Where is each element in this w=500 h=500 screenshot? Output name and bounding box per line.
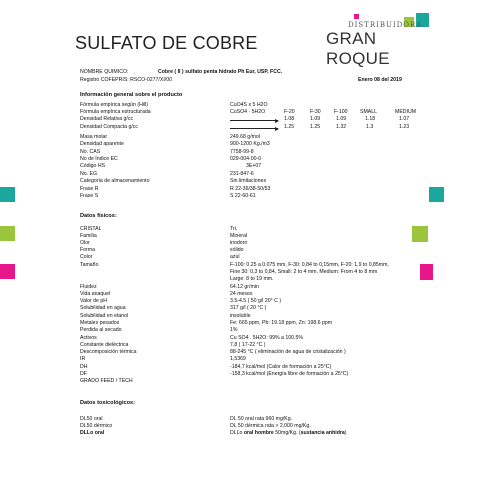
compacta-f30: 1.25 <box>310 124 321 130</box>
fisicos-row-value: inodoro <box>230 240 248 246</box>
relativa-f20: 1.08 <box>284 116 295 122</box>
fisicos-row-label: Tamaño <box>80 262 99 268</box>
fisicos-row-value: 3.5-4.5 ( 50 g/l 20° C ) <box>230 298 282 304</box>
general-value: 900-1200 Kg./m3 <box>230 141 270 147</box>
general-value: 249.68 g/mol <box>230 134 260 140</box>
general-value: 231-847-6 <box>230 171 254 177</box>
relativa-f30: 1.09 <box>310 116 321 122</box>
fisicos-row-label: DF <box>80 371 87 377</box>
nombre-label: NOMBRE QUIMICO: <box>80 69 129 75</box>
fisicos-row-value: 1,5369 <box>230 356 246 362</box>
fisicos-row-value: 7,8 ( 17-22 °C ) <box>230 342 266 348</box>
fisicos-row-value: 1% <box>230 327 238 333</box>
general-row: Fórmula empírica estructurada <box>80 109 151 115</box>
tox-row-value: DL 50 oral rata 960 mg/Kg. <box>230 416 293 422</box>
densidad-compacta-label: Densidad Compacta g/cc <box>80 124 138 130</box>
fisicos-heading: Datos físicos: <box>80 213 117 219</box>
dllo-value: DLLo oral hombre 50mg/Kg. (sustancia anhidra) <box>230 430 347 436</box>
general-row: Categoría de almacenamiento <box>80 178 150 184</box>
fisicos-row-label: Color <box>80 254 93 260</box>
fisicos-row-label: Perdida al secado <box>80 327 122 333</box>
relativa-medium: 1.07 <box>399 116 410 122</box>
fisicos-row-value: azul <box>230 254 240 260</box>
general-value: 3E+07 <box>246 163 262 169</box>
fisicos-row-value: Large: 8 to 19 mm. <box>230 276 274 282</box>
fisicos-row-value: -184,7 kcal/mol (Calor de formación a 25°C) <box>230 364 332 370</box>
general-value: 7758-99-8 <box>230 149 254 155</box>
arrow-icon <box>230 120 278 121</box>
fisicos-row-label: IR <box>80 356 86 362</box>
logo-distribuidora: DISTRIBUIDORA <box>348 21 423 29</box>
general-row: Fórmula empírica según (Hill) <box>80 102 149 108</box>
fisicos-row-value: Mineral <box>230 233 248 239</box>
registro: Registro COFEPRIS: RSCO-0277/XI/00 <box>80 77 172 83</box>
general-value: Sin limitaciones <box>230 178 267 184</box>
logo-square-pink <box>354 14 359 19</box>
side-block-pink <box>0 264 15 279</box>
logo-name: GRAN ROQUE <box>326 29 390 68</box>
tox-row-value: DL 50 dérmica rata > 2,000 mg/Kg. <box>230 423 311 429</box>
relativa-f100: 1.09 <box>336 116 347 122</box>
fisicos-row-label: Forma <box>80 247 95 253</box>
fisicos-row-label: Vida anaquel <box>80 291 111 297</box>
compacta-f20: 1.25 <box>284 124 295 130</box>
toxicologicos-heading: Datos toxicológicos: <box>80 400 136 406</box>
compacta-f100: 1.32 <box>336 124 347 130</box>
general-row: Frase R <box>80 186 99 192</box>
col-header-medium: MEDIUM <box>395 109 417 115</box>
fisicos-row-value: 317 g/l ( 20 °C ) <box>230 305 267 311</box>
page-title: SULFATO DE COBRE <box>75 33 258 53</box>
dllo-label: DLLo oral <box>80 430 105 436</box>
general-row: No de Índice EC <box>80 156 118 162</box>
tox-row-label: DL50 dérmico <box>80 423 113 429</box>
arrow-icon <box>230 128 278 129</box>
general-value: 029-004-00-0 <box>230 156 262 162</box>
fisicos-row-label: Constante dieléctrica <box>80 342 129 348</box>
fisicos-row-value: Tri. <box>230 226 238 232</box>
fisicos-row-value: 88-245 °C ( eliminación de agua de cristalización ) <box>230 349 346 355</box>
logo <box>326 17 431 68</box>
col-header-f30: F-30 <box>310 109 321 115</box>
fisicos-row-value: F-100: 0.25 a 0.075 mm, F-30: 0,84 to 0,15mm, F-20: 1,9 to 0,85mm, <box>230 262 389 268</box>
fisicos-row-label: Fluidez <box>80 284 97 290</box>
fisicos-row-label: Valor de pH <box>80 298 108 304</box>
general-row: No. CAS <box>80 149 101 155</box>
general-row: Frase S <box>80 193 99 199</box>
compacta-small: 1.3 <box>366 124 374 130</box>
tox-row-label: DL50 oral <box>80 416 103 422</box>
fisicos-row-value: Fine 30: 0,3 to 0,84, Small: 2 to 4 mm, Medium: From 4 to 8 mm <box>230 269 378 275</box>
side-block-green-right <box>412 226 428 242</box>
fisicos-row-value: Fe: 665 ppm, Pb: 19.18 ppm, Zn: 198.6 ppm <box>230 320 333 326</box>
fisicos-row-value: 64.12 gr/min <box>230 284 259 290</box>
fisicos-row-label: Familia <box>80 233 97 239</box>
general-row: Masa molar <box>80 134 108 140</box>
col-header-f20: F-20 <box>284 109 295 115</box>
side-block-teal <box>0 187 15 202</box>
fisicos-row-value: insoluble <box>230 313 251 319</box>
fisicos-row-label: DH <box>80 364 88 370</box>
col-header-small: SMALL <box>360 109 378 115</box>
fisicos-row-value: 24 meses <box>230 291 253 297</box>
fisicos-row-label: Metales pesados <box>80 320 120 326</box>
relativa-small: 1.18 <box>365 116 376 122</box>
general-value: CuSO4 · 5H2O <box>230 109 266 115</box>
general-value: CuO4S x 5 H2O <box>230 102 268 108</box>
fisicos-row-label: GRADO FEED / TECH <box>80 378 133 384</box>
fisicos-row-label: CRISTAL <box>80 226 102 232</box>
general-value: S 22-60-61 <box>230 193 256 199</box>
fisicos-row-value: -158,3 kcal/mol (Energía libre de formación a 25°C) <box>230 371 349 377</box>
side-block-pink-right <box>420 264 433 280</box>
side-block-green <box>0 226 15 241</box>
general-row: Densidad aparente <box>80 141 124 147</box>
compacta-medium: 1.23 <box>399 124 410 130</box>
side-block-teal-right <box>429 187 444 202</box>
densidad-relativa-label: Densidad Relativa g/cc <box>80 116 134 122</box>
fisicos-row-value: Cu SO4 . 5H2O: 99% a 100.5% <box>230 335 303 341</box>
fisicos-row-label: Solubilidad en agua <box>80 305 126 311</box>
general-row: Código HS <box>80 163 106 169</box>
general-row: No. EG <box>80 171 98 177</box>
nombre-value: Cobre ( II ) sulfato penta hidrato Ph Eur, USP, FCC. <box>158 69 283 75</box>
fisicos-row-value: sólido <box>230 247 244 253</box>
fisicos-row-label: Solubilidad en etanol <box>80 313 129 319</box>
general-value: R 22-36/38-50/53 <box>230 186 271 192</box>
general-heading: Información general sobre el producto <box>80 92 183 98</box>
fisicos-row-label: Descomposición térmica <box>80 349 137 355</box>
fecha: Enero 08 del 2019 <box>358 77 402 83</box>
col-header-f100: F-100 <box>334 109 348 115</box>
fisicos-row-label: Olor <box>80 240 90 246</box>
fisicos-row-label: Activos <box>80 335 97 341</box>
